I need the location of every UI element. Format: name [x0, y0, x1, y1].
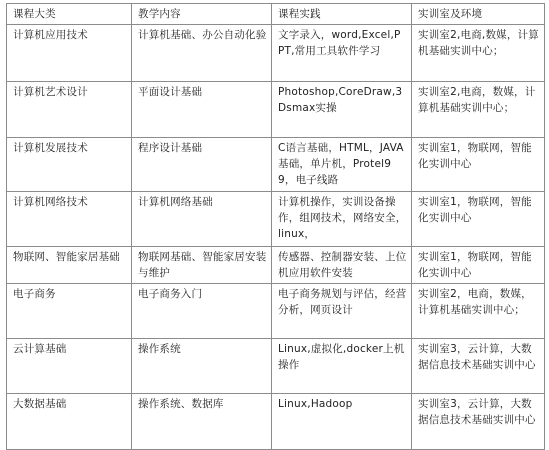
cell-lab: 实训室1，物联网，智能化实训中心 — [412, 192, 545, 247]
cell-practice: 传感器、控制器安装、上位机应用软件安装 — [272, 247, 412, 284]
cell-content: 电子商务入门 — [132, 284, 272, 339]
cell-category: 计算机发展技术 — [7, 138, 132, 192]
table-row — [7, 25, 545, 82]
cell-content: 计算机网络基础 — [132, 192, 272, 247]
table-row — [7, 192, 545, 247]
cell-lab: 实训室1，物联网，智能化实训中心 — [412, 247, 545, 284]
cell-lab: 实训室2，电商，数媒，计算机基础实训中心； — [412, 284, 545, 339]
header-category: 课程大类 — [7, 4, 132, 25]
cell-content: 计算机基础、办公自动化验 — [132, 25, 272, 82]
header-content: 教学内容 — [132, 4, 272, 25]
table-header-row — [7, 4, 545, 25]
cell-content: 操作系统 — [132, 339, 272, 394]
cell-lab: 实训室1，物联网，智能化实训中心 — [412, 138, 545, 192]
cell-content: 物联网基础、智能家居安装与维护 — [132, 247, 272, 284]
cell-practice: Linux,Hadoop — [272, 394, 412, 450]
cell-category: 计算机应用技术 — [7, 25, 132, 82]
course-table — [6, 3, 545, 450]
cell-category: 计算机艺术设计 — [7, 82, 132, 138]
table-row — [7, 284, 545, 339]
cell-category: 物联网、智能家居基础 — [7, 247, 132, 284]
cell-lab: 实训室3，云计算，大数据信息技术基础实训中心 — [412, 339, 545, 394]
table-row — [7, 394, 545, 450]
header-practice: 课程实践 — [272, 4, 412, 25]
cell-category: 云计算基础 — [7, 339, 132, 394]
cell-lab: 实训室3，云计算，大数据信息技术基础实训中心 — [412, 394, 545, 450]
header-lab: 实训室及环境 — [412, 4, 545, 25]
cell-practice: Linux,虚拟化,docker上机操作 — [272, 339, 412, 394]
cell-practice: 计算机操作，实训设备操作，组网技术，网络安全，linux， — [272, 192, 412, 247]
cell-practice: 电子商务规划与评估，经营分析，网页设计 — [272, 284, 412, 339]
cell-content: 平面设计基础 — [132, 82, 272, 138]
cell-practice: 文字录入，word,Excel,PPT,常用工具软件学习 — [272, 25, 412, 82]
table-row — [7, 247, 545, 284]
cell-category: 计算机网络技术 — [7, 192, 132, 247]
table-row — [7, 82, 545, 138]
cell-content: 操作系统、数据库 — [132, 394, 272, 450]
cell-content: 程序设计基础 — [132, 138, 272, 192]
cell-practice: C语言基础，HTML，JAVA基础，单片机，Protel99，电子线路 — [272, 138, 412, 192]
cell-lab: 实训室2,电商，数媒，计算机基础实训中心； — [412, 82, 545, 138]
cell-lab: 实训室2,电商,数媒，计算机基础实训中心； — [412, 25, 545, 82]
table-row — [7, 339, 545, 394]
cell-practice: Photoshop,CoreDraw,3Dsmax实操 — [272, 82, 412, 138]
cell-category: 大数据基础 — [7, 394, 132, 450]
table-row — [7, 138, 545, 192]
cell-category: 电子商务 — [7, 284, 132, 339]
